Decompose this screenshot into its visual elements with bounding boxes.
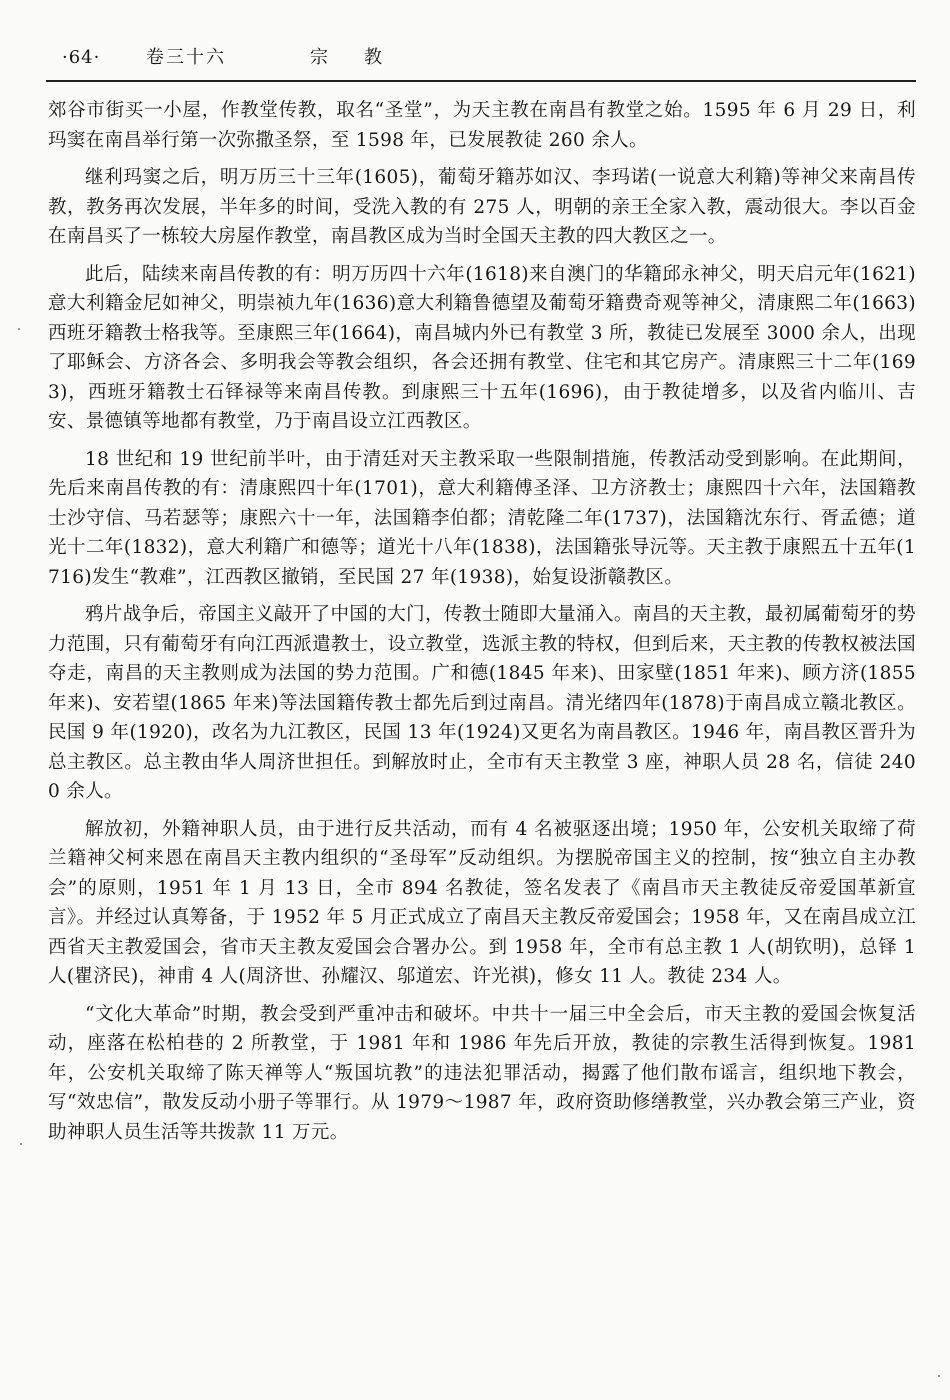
document-body [48, 96, 916, 1147]
paragraph-5: 鸦片战争后，帝国主义敲开了中国的大门，传教士随即大量涌入。南昌的天主教，最初属葡萄牙的势力范围，只有葡萄牙有向江西派遣教士，设立教堂，选派主教的特权，但到后来，天主教的传教权被法国夺走，南昌的天主教则成为法国的势力范围。广和德(1845 年来)、田家壁(1851 年来)、顾方济(1855 年来)、安若望(1865 年来)等法国籍传教士都先后到过南昌。清光绪四年(1878)于南昌成立赣北教区。民国 9 年(1920)，改名为九江教区，民国 13 年(1924)又更名为南昌教区。1946 年，南昌教区晋升为总主教区。总主教由华人周济世担任。到解放时止，全市有天主教堂 3 座，神职人员 28 名，信徒 2400 余人。 [48, 604, 916, 802]
header-rule [46, 80, 916, 82]
paragraph-7: “文化大革命”时期，教会受到严重冲击和破坏。中共十一届三中全会后，市天主教的爱国会恢复活动，座落在松柏巷的 2 所教堂，于 1981 年和 1986 年先后开放，教徒的宗教生活得到恢复。1981 年，公安机关取缔了陈天禅等人“叛国坑教”的违法犯罪活动，揭露了他们散布谣言，组织地下教会，写“效忠信”，散发反动小册子等罪行。从 1979～1987 年，政府资助修缮教堂，兴办教会第三产业，资助神职人员生活等共拨款 11 万元。 [48, 1003, 916, 1143]
paragraph-4: 18 世纪和 19 世纪前半叶，由于清廷对天主教采取一些限制措施，传教活动受到影响。在此期间，先后来南昌传教的有：清康熙四十年(1701)，意大利籍傅圣泽、卫方济教士；康熙四十六年，法国籍教士沙守信、马若瑟等；康熙六十一年，法国籍李伯都；清乾隆二年(1737)，法国籍沈东行、胥孟德；道光十二年(1832)，意大利籍广和德等；道光十八年(1838)，法国籍张导沅等。天主教于康熙五十五年(1716)发生“教难”，江西教区撤销，至民国 27 年(1938)，始复设浙赣教区。 [48, 448, 916, 588]
page-header [54, 44, 916, 72]
chapter-title: 卷三十六 [146, 47, 226, 68]
paragraph-6: 解放初，外籍神职人员，由于进行反共活动，而有 4 名被驱逐出境；1950 年，公安机关取缔了荷兰籍神父柯来恩在南昌天主教内组织的“圣母军”反动组织。为摆脱帝国主义的控制，按“独立自主办教会”的原则，1951 年 1 月 13 日，全市 894 名教徒，签名发表了《南昌市天主教徒反帝爱国革新宣言》。并经过认真筹备，于 1952 年 5 月正式成立了南昌天主教反帝爱国会；1958 年，又在南昌成立江西省天主教爱国会，省市天主教友爱国会合署办公。到 1958 年，全市有总主教 1 人(胡钦明)，总铎 1 人(瞿济民)，神甫 4 人(周济世、孙耀汉、邬道宏、许光祺)，修女 11 人。教徒 234 人。 [48, 818, 916, 987]
section-title: 宗教 [310, 47, 418, 68]
scan-mark [18, 328, 20, 330]
paragraph-3: 此后，陆续来南昌传教的有：明万历四十六年(1618)来自澳门的华籍邱永神父，明天启元年(1621)意大利籍金尼如神父，明崇祯九年(1636)意大利籍鲁德望及葡萄牙籍费奇观等神父，清康熙二年(1663)西班牙籍教士格我等。至康熙三年(1664)，南昌城内外已有教堂 3 所，教徒已发展至 3000 余人，出现了耶稣会、方济各会、多明我会等教会组织，各会还拥有教堂、住宅和其它房产。清康熙三十二年(1693)，西班牙籍教士石铎禄等来南昌传教。到康熙三十五年(1696)，由于教徒增多，以及省内临川、吉安、景德镇等地都有教堂，乃于南昌设立江西教区。 [48, 263, 916, 432]
page-number: ·64· [62, 47, 101, 68]
paragraph-2: 继利玛窦之后，明万历三十三年(1605)，葡萄牙籍苏如汉、李玛诺(一说意大利籍)等神父来南昌传教，教务再次发展，半年多的时间，受洗入教的有 275 人，明朝的亲王全家入教，震动很大。李以百金在南昌买了一栋较大房屋作教堂，南昌教区成为当时全国天主教的四大教区之一。 [48, 167, 916, 247]
paragraph-1: 郊谷市街买一小屋，作教堂传教，取名“圣堂”，为天主教在南昌有教堂之始。1595 年 6 月 29 日，利玛窦在南昌举行第一次弥撒圣祭，至 1598 年，已发展教徒 260 余人。 [48, 100, 916, 151]
scan-mark [938, 1375, 940, 1377]
scan-mark [20, 1143, 22, 1145]
